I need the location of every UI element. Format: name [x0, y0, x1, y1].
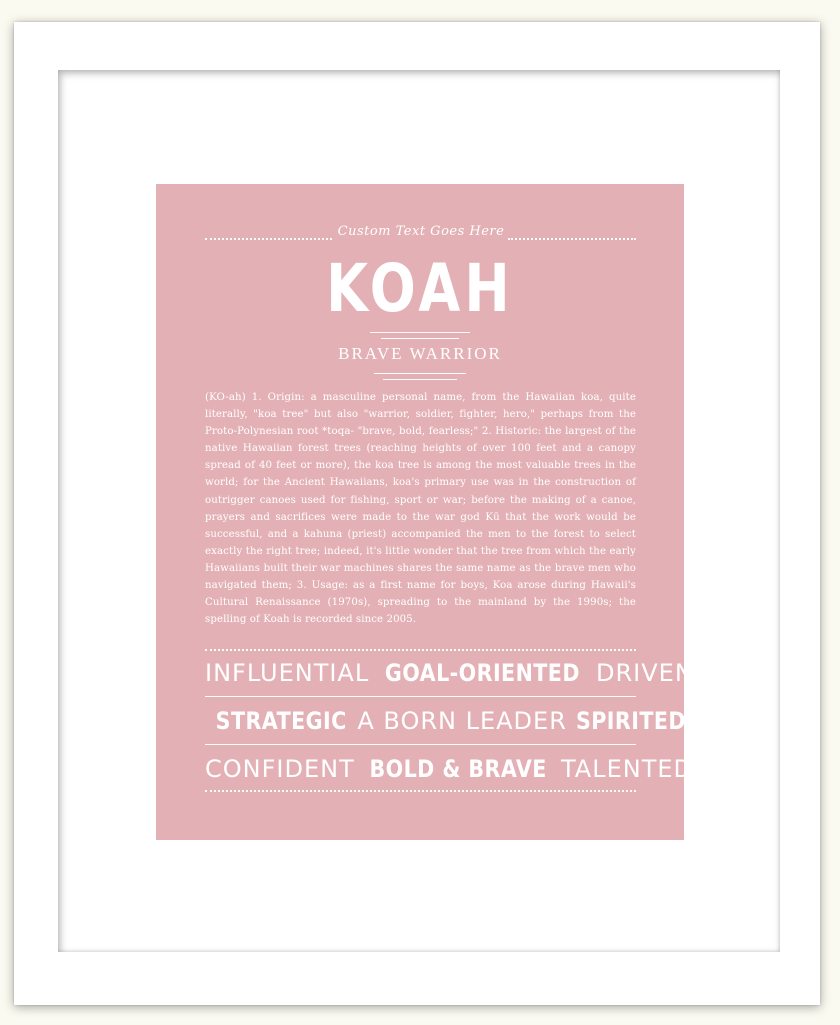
traits-bottom-dotted-divider [205, 790, 636, 792]
name-definition: (KO-ah) 1. Origin: a masculine personal name, from the Hawaiian koa, quite literally, "koa tree" but also "warrior, soldier, fighter, hero," perhaps from the Proto-Polynesian root *toqa- "brave, bold, fearless;" 2. Historic: the largest of the native Hawaiian forest trees (reaching heights of over 100 feet and a canopy spread of 40 feet or more), the koa tree is among the most valuable trees in the world; for the Ancient Hawaiians, koa's primary use was in the construction of outrigger canoes used for fishing, sport or war; before the making of a canoe, prayers and sacrifices were made to the war god Kū that the work would be successful, and a kahuna (priest) accompanied the men to the forest to select exactly the right tree; indeed, it's little wonder that the tree from which the early Hawaiians built their war machines shares the same name as the brave men who navigated them; 3. Usage: as a first name for boys, Koa arose during Hawaii's Cultural Renaissance (1970s), spreading to the mainland by the 1990s; the spelling of Koah is recorded since 2005. [205, 392, 636, 626]
trait: GOAL-ORIENTED [385, 659, 581, 687]
traits-row-3 [205, 754, 694, 784]
traits-row-2 [205, 706, 686, 736]
traits-separator-1 [205, 696, 636, 697]
trait: STRATEGIC [215, 707, 347, 735]
top-right-dotted-divider [508, 238, 636, 240]
name-underline-1 [370, 332, 470, 333]
traits-row-1 [205, 658, 694, 688]
name-meaning: BRAVE WARRIOR [338, 344, 502, 363]
traits-top-dotted-divider [205, 649, 636, 651]
name-art-print [156, 184, 694, 840]
trait: BOLD & BRAVE [369, 755, 547, 783]
traits-separator-2 [205, 744, 636, 745]
top-left-dotted-divider [205, 238, 332, 240]
trait: SPIRITED [575, 707, 686, 735]
name-underline-2 [381, 338, 459, 339]
meaning-underline-1 [374, 373, 466, 374]
meaning-underline-2 [383, 379, 457, 380]
trait: TALENTED [561, 755, 694, 783]
trait: DRIVEN [596, 659, 694, 687]
trait: A BORN LEADER [357, 707, 567, 735]
custom-text: Custom Text Goes Here [337, 224, 505, 239]
trait: INFLUENTIAL [205, 659, 370, 687]
trait: CONFIDENT [205, 755, 355, 783]
name-title: KOAH [326, 250, 514, 327]
